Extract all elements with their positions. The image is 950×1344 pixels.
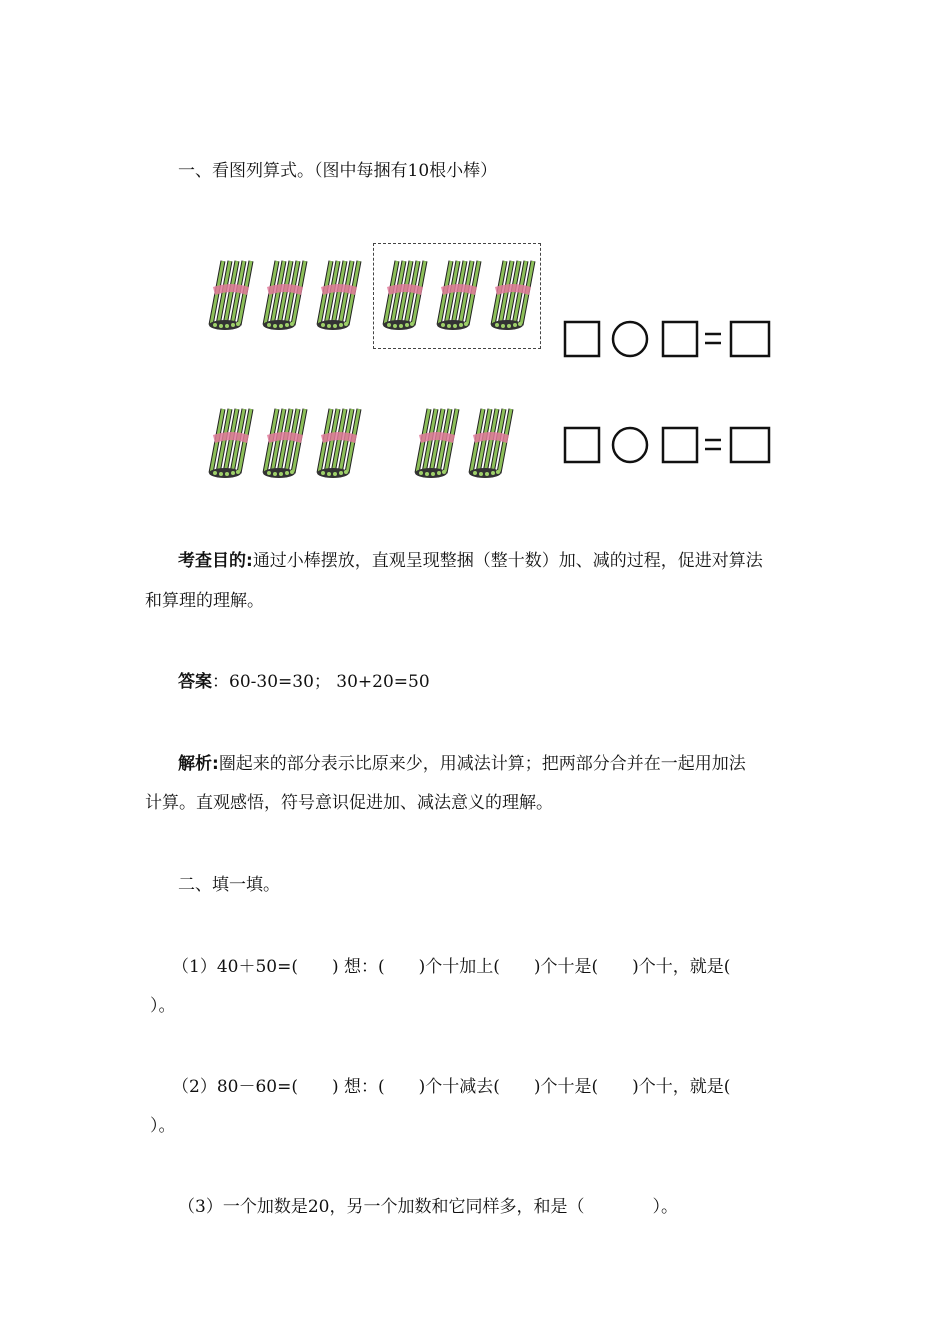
question2-line2: ）。 bbox=[150, 1116, 176, 1136]
purpose-label: 考查目的: bbox=[178, 551, 253, 571]
answer-line bbox=[178, 671, 430, 693]
analysis-text: 圈起来的部分表示比原来少，用减法计算；把两部分合并在一起用加法 bbox=[218, 754, 746, 774]
stick-bundle bbox=[377, 253, 429, 333]
equation-template-1 bbox=[563, 317, 775, 365]
stick-bundle bbox=[203, 253, 255, 333]
stick-bundle bbox=[257, 401, 309, 481]
stick-bundle bbox=[485, 253, 537, 333]
answer-text: ：60-30=30； 30+20=50 bbox=[212, 672, 430, 692]
purpose-text: 通过小棒摆放，直观呈现整捆（整十数）加、减的过程，促进对算法 bbox=[252, 551, 763, 571]
equation-template-2 bbox=[563, 423, 775, 471]
section1-heading: 一、看图列算式。（图中每捆有10根小棒） bbox=[178, 161, 498, 181]
analysis-label: 解析: bbox=[178, 754, 219, 774]
stick-bundle bbox=[409, 401, 461, 481]
stick-bundle bbox=[463, 401, 515, 481]
question2-line1: （2）80－60=( ) 想：( )个十减去( )个十是( )个十，就是( bbox=[172, 1077, 731, 1097]
purpose-paragraph-line2: 和算理的理解。 bbox=[145, 591, 264, 611]
section2-heading: 二、填一填。 bbox=[178, 875, 280, 895]
stick-bundle bbox=[257, 253, 309, 333]
question3-line1: （3）一个加数是20，另一个加数和它同样多，和是（ ）。 bbox=[178, 1197, 678, 1217]
stick-bundle bbox=[431, 253, 483, 333]
stick-bundle bbox=[311, 401, 363, 481]
stick-bundle bbox=[311, 253, 363, 333]
question1-line1: （1）40＋50=( ) 想：( )个十加上( )个十是( )个十，就是( bbox=[172, 957, 731, 977]
stick-bundles-figure bbox=[195, 235, 795, 495]
answer-label: 答案 bbox=[178, 672, 212, 692]
purpose-paragraph-line1 bbox=[178, 550, 763, 572]
analysis-paragraph-line2: 计算。直观感悟，符号意识促进加、减法意义的理解。 bbox=[145, 793, 553, 813]
question1-line2: ）。 bbox=[150, 996, 176, 1016]
analysis-paragraph-line1 bbox=[178, 753, 746, 775]
stick-bundle bbox=[203, 401, 255, 481]
